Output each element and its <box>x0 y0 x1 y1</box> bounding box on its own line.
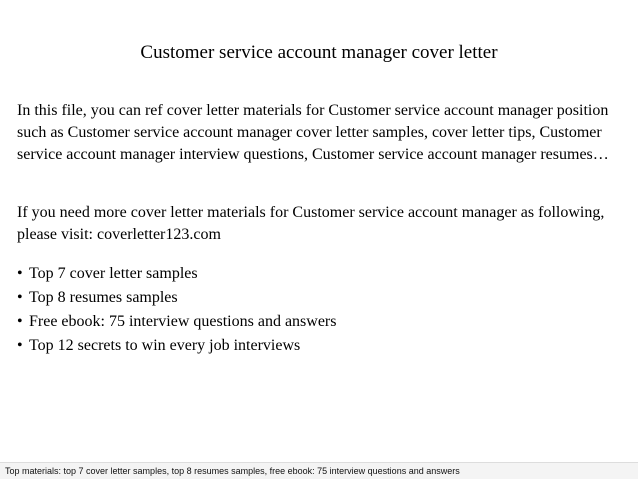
list-item-label: Top 8 resumes samples <box>29 289 178 306</box>
bullet-list <box>17 262 622 358</box>
bullet-icon: • <box>17 289 23 306</box>
list-item-label: Free ebook: 75 interview questions and answers <box>29 313 337 330</box>
bullet-icon: • <box>17 313 23 330</box>
list-item <box>17 262 622 286</box>
page-title: Customer service account manager cover letter <box>140 42 498 63</box>
intro-paragraph: In this file, you can ref cover letter materials for Customer service account manager position such as Customer service account manager cover letter samples, cover letter tips, Customer service account manager interview questions, Customer service account manager resumes… <box>17 102 609 163</box>
footer-bar: Top materials: top 7 cover letter samples, top 8 resumes samples, free ebook: 75 interview questions and answers <box>0 462 638 479</box>
bullet-icon: • <box>17 337 23 354</box>
bullet-icon: • <box>17 265 23 282</box>
list-item <box>17 286 622 310</box>
list-item <box>17 334 622 358</box>
list-item <box>17 310 622 334</box>
list-item-label: Top 12 secrets to win every job interviews <box>29 337 301 354</box>
visit-paragraph: If you need more cover letter materials for Customer service account manager as following, please visit: coverletter123.com <box>17 204 605 243</box>
list-item-label: Top 7 cover letter samples <box>29 265 198 282</box>
